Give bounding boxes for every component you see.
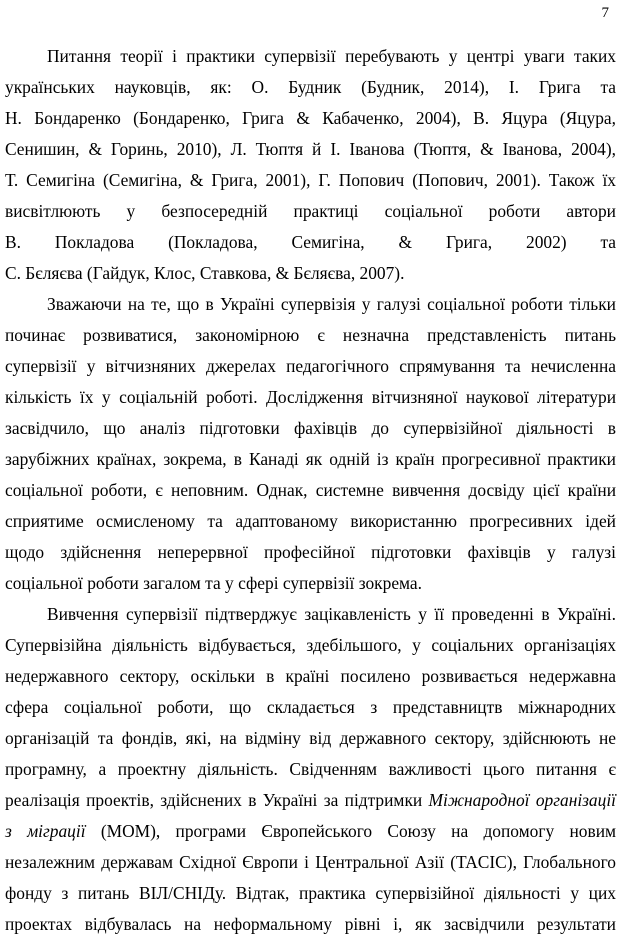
paragraph-1: [0, 41, 620, 289]
text-line: сприятиме осмисленому та адаптованому використанню прогресивних ідей: [5, 511, 616, 531]
text-line: проектах відбувалась на неформальному рівні і, як засвідчили результати: [5, 914, 616, 934]
text-line: недержавного сектору, оскільки в країні посилено розвивається недержавна: [5, 666, 616, 686]
text-line: висвітлюють у безпосередній практиці соціальної роботи автори: [5, 201, 616, 221]
text-line: Н. Бондаренко (Бондаренко, Грига & Кабаченко, 2004), В. Яцура (Яцура,: [5, 108, 616, 128]
text-line: починає розвиватися, закономірною є незначна представленість питань: [5, 325, 616, 345]
text-line: Супервізійна діяльність відбувається, здебільшого, у соціальних організаціях: [5, 635, 616, 655]
text-line: українських науковців, як: О. Будник (Будник, 2014), І. Грига та: [5, 77, 616, 97]
text-line: організацій та фондів, які, на відміну від державного сектору, здійснюють не: [5, 728, 616, 748]
text-segment: (МОМ), програми Європейського Союзу на допомогу новим: [85, 821, 617, 841]
text-line: зарубіжних країнах, зокрема, в Канаді як одній із країн прогресивної практики: [5, 449, 616, 469]
text-line: соціальної роботи загалом та у сфері супервізії зокрема.: [5, 573, 422, 593]
text-line: програмну, а проектну діяльність. Свідченням важливості цього питання є: [5, 759, 616, 779]
text-line: Питання теорії і практики супервізії перебувають у центрі уваги таких: [47, 46, 616, 66]
paragraph-2: [0, 289, 620, 599]
text-line: В. Покладова (Покладова, Семигіна, & Грига, 2002) та: [5, 232, 616, 252]
body-text: [0, 41, 620, 937]
italic-term: Міжнародної організації: [428, 790, 616, 810]
text-line-mixed: [0, 785, 620, 816]
text-line-mixed: [0, 816, 620, 847]
text-line: сфера соціальної роботи, що складається з представництв міжнародних: [5, 697, 616, 717]
text-line: С. Бєляєва (Гайдук, Клос, Ставкова, & Бєляєва, 2007).: [5, 263, 405, 283]
text-line: соціальної роботи, є неповним. Однак, системне вивчення досвіду цієї країни: [5, 480, 616, 500]
text-line: фонду з питань ВІЛ/СНІДу. Відтак, практика супервізійної діяльності у цих: [5, 883, 616, 903]
text-line: Т. Семигіна (Семигіна, & Грига, 2001), Г. Попович (Попович, 2001). Також їх: [5, 170, 616, 190]
text-line: щодо здійснення неперервної професійної підготовки фахівців у галузі: [5, 542, 616, 562]
text-line: Сенишин, & Горинь, 2010), Л. Тюптя й І. Іванова (Тюптя, & Іванова, 2004),: [5, 139, 616, 159]
text-segment: реалізація проектів, здійснених в Україні за підтримки: [5, 790, 429, 810]
text-line: кількість їх у соціальній роботі. Дослідження вітчизняної наукової літератури: [5, 387, 616, 407]
italic-term: з міграції: [5, 821, 86, 841]
paragraph-3: [0, 599, 620, 937]
text-line: незалежним державам Східної Європи і Центральної Азії (TACIC), Глобального: [5, 852, 616, 872]
text-line: супервізії у вітчизняних джерелах педагогічного спрямування та нечисленна: [5, 356, 616, 376]
text-line: Вивчення супервізії підтверджує зацікавленість у її проведенні в Україні.: [47, 604, 616, 624]
text-line: Зважаючи на те, що в Україні супервізія у галузі соціальної роботи тільки: [47, 294, 616, 314]
page-number: 7: [601, 5, 609, 21]
text-line: засвідчило, що аналіз підготовки фахівців до супервізійної діяльності в: [5, 418, 616, 438]
